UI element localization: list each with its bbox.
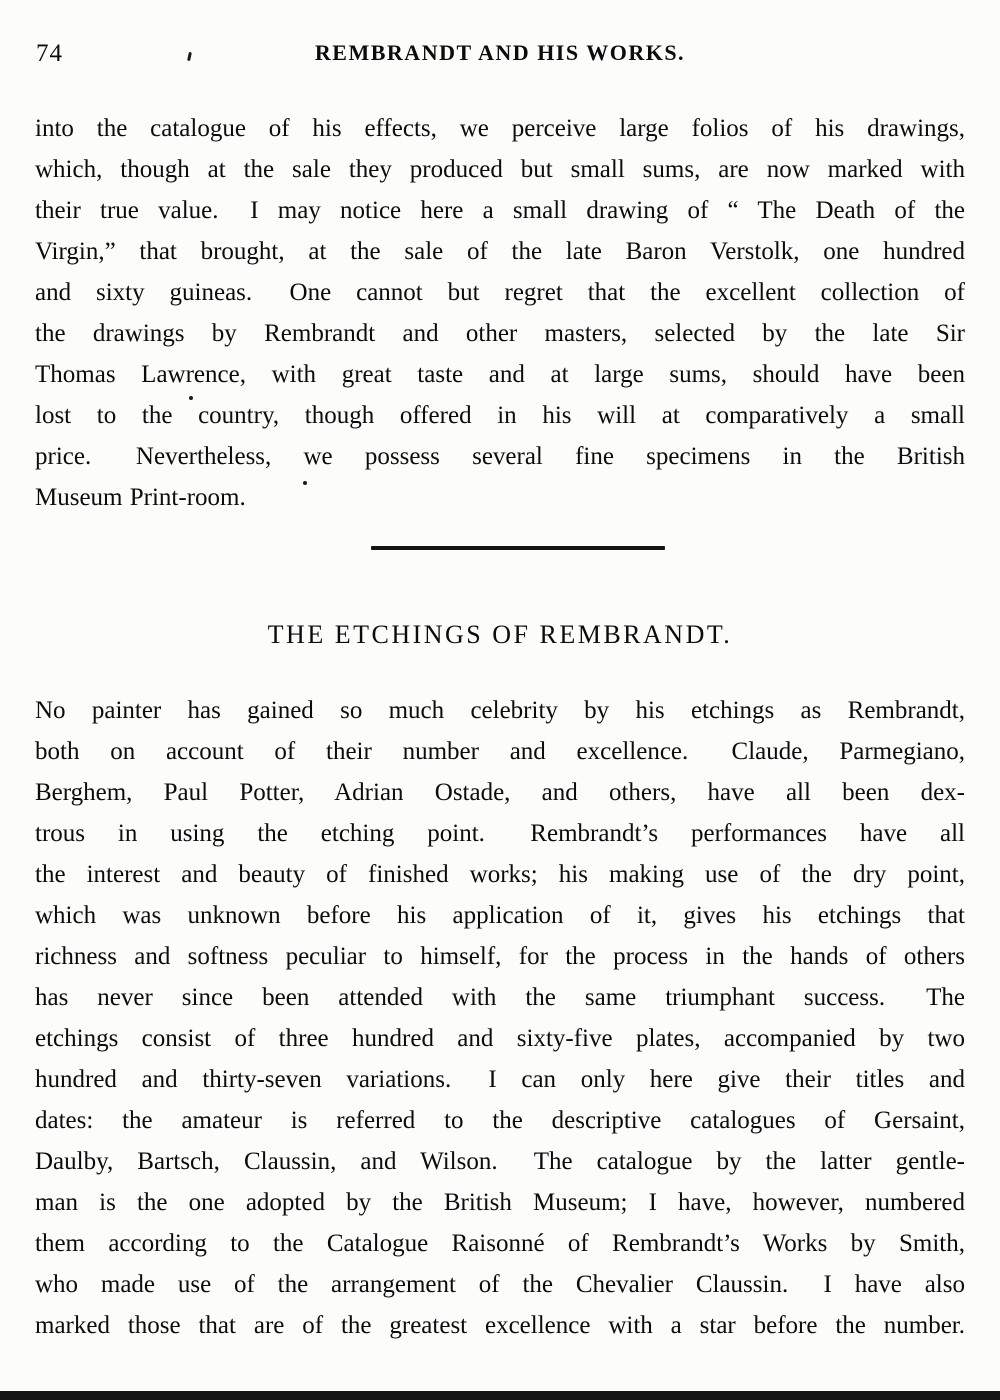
paragraph-etchings [35, 690, 965, 1346]
text-line: lost to the country, though offered in his will at comparatively a small [35, 402, 965, 429]
paragraph-drawings [35, 108, 965, 518]
text-line: price. Nevertheless, we possess several fine specimens in the British [35, 443, 965, 470]
text-line: which was unknown before his application of it, gives his etchings that [35, 902, 965, 929]
text-line: marked those that are of the greatest excellence with a star before the number. [35, 1312, 965, 1339]
text-line: Thomas Lawrence, with great taste and at large sums, should have been [35, 361, 965, 388]
text-line: and sixty guineas. One cannot but regret that the excellent collection of [35, 279, 965, 306]
page-header [0, 40, 1000, 70]
text-line: richness and softness peculiar to himself, for the process in the hands of others [35, 943, 965, 970]
text-line: Daulby, Bartsch, Claussin, and Wilson. The catalogue by the latter gentle- [35, 1148, 965, 1175]
section-divider-rule [371, 546, 665, 550]
text-line: them according to the Catalogue Raisonné of Rembrandt’s Works by Smith, [35, 1230, 965, 1257]
running-head: REMBRANDT AND HIS WORKS. [314, 40, 686, 65]
text-line: into the catalogue of his effects, we perceive large folios of his drawings, [35, 115, 965, 142]
text-line: man is the one adopted by the British Museum; I have, however, numbered [35, 1189, 965, 1216]
text-line: the drawings by Rembrandt and other masters, selected by the late Sir [35, 320, 965, 347]
section-heading: THE ETCHINGS OF REMBRANDT. [267, 620, 733, 649]
text-line: trous in using the etching point. Rembrandt’s performances have all [35, 820, 965, 847]
text-line: both on account of their number and excellence. Claude, Parmegiano, [35, 738, 965, 765]
text-line: Museum Print-room. [35, 484, 246, 511]
text-line: hundred and thirty-seven variations. I can only here give their titles and [35, 1066, 965, 1093]
text-line: their true value. I may notice here a small drawing of “ The Death of the [35, 197, 965, 224]
text-line: Virgin,” that brought, at the sale of the late Baron Verstolk, one hundred [35, 238, 965, 265]
ink-speck [303, 481, 307, 485]
ink-speck [189, 396, 193, 400]
text-line: Berghem, Paul Potter, Adrian Ostade, and others, have all been dex- [35, 779, 965, 806]
text-line: which, though at the sale they produced but small sums, are now marked with [35, 156, 965, 183]
text-line: has never since been attended with the same triumphant success. The [35, 984, 965, 1011]
text-line: who made use of the arrangement of the Chevalier Claussin. I have also [35, 1271, 965, 1298]
text-line: dates: the amateur is referred to the descriptive catalogues of Gersaint, [35, 1107, 965, 1134]
text-line: the interest and beauty of finished works; his making use of the dry point, [35, 861, 965, 888]
text-line: etchings consist of three hundred and sixty-five plates, accompanied by two [35, 1025, 965, 1052]
scan-edge-artifact [0, 1391, 1000, 1400]
text-line: No painter has gained so much celebrity by his etchings as Rembrandt, [35, 697, 965, 724]
page-number: 74 [36, 40, 63, 67]
